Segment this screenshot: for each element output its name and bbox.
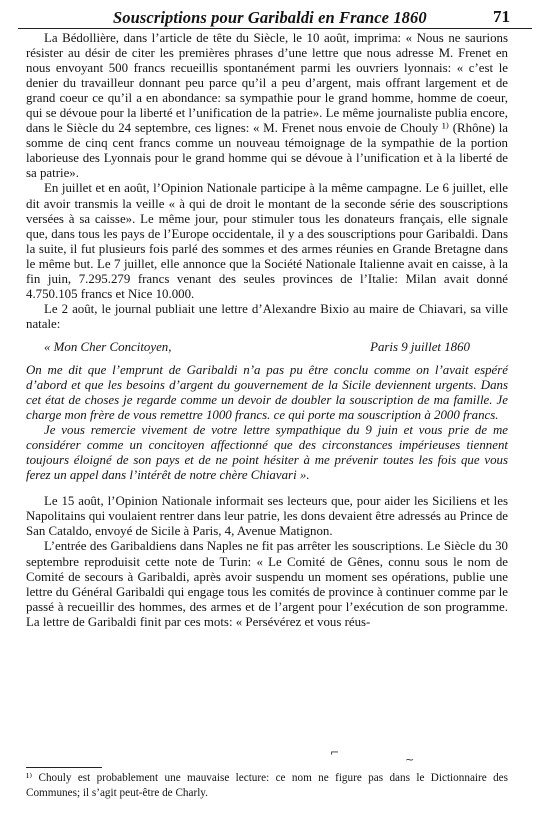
letter-dateline: Paris 9 juillet 1860: [370, 339, 470, 354]
letter-paragraph: Je vous remercie vivement de votre lettre sympathique du 9 juin et vous prie de me considérer comme un concitoyen affectionné que des circonstances impérieuses tiennent toujours éloigné de son pays et de ne point hésiter à me prévenir toutes les fois que vous ferez un appel dans l’intérêt de notre chère Chiavari ».: [26, 423, 508, 483]
paragraph: La Bédollière, dans l’article de tête du Siècle, le 10 août, imprima: « Nous ne saurions résister au désir de citer les premières phrases d’une lettre que nous adresse M. Frenet en nous envoyant 500 francs recueillis spontanément parmi les ouvriers lyonnais: « c’est le denier du travailleur donnant peu parce qu’il a peu d’argent, mais offrant largement et de grand coeur ce qu’il a en abondance: sa sympathie pour le grand homme, homme de coeur, qui se dévoue pour la liberté et l’unification de la patrie». Le même journaliste publia encore, dans le Siècle du 24 septembre, ces lignes: « M. Frenet nous envoie de Chouly ¹⁾ (Rhône) la somme de cinq cent francs comme un nouveau témoignage de la sympathie de la portion laborieuse des Lyonnais pour le grand homme qui se dévoue à l’unification et à la liberté de sa patrie».: [26, 31, 508, 181]
main-text: [26, 31, 508, 630]
handwritten-mark: ~: [405, 753, 415, 766]
paragraph: Le 2 août, le journal publiait une lettre d’Alexandre Bixio au maire de Chiavari, sa ville natale:: [26, 301, 508, 331]
paragraph: L’entrée des Garibaldiens dans Naples ne fit pas arrêter les souscriptions. Le Siècle du 30 septembre reproduisit cette note de Turin: « Le Comité de Gênes, connu sous le nom de Comité de secours à Garibaldi, après avoir suspendu un moment ses opérations, publie une lettre du Général Garibaldi qui engage tous les comités de province à continuer comme par le passé à recueillir des hommes, des armes et de l’argent pour l’exécution de son programme. La lettre de Garibaldi finit par ces mots: « Persévérez et vous réus-: [26, 539, 508, 629]
footnote: [26, 771, 508, 800]
footnote-rule: [26, 767, 102, 768]
running-title: Souscriptions pour Garibaldi en France 1860: [113, 8, 427, 27]
running-header: [18, 3, 532, 29]
page-number: 71: [493, 7, 510, 26]
paragraph: Le 15 août, l’Opinion Nationale informait ses lecteurs que, pour aider les Siciliens et les Napolitains qui voulaient rentrer dans leur patrie, les dons devaient être adressés au Prince de San Cataldo, envoyé de Sicile à Paris, 4, Avenue Matignon.: [26, 494, 508, 539]
footnote-marker: ¹⁾: [26, 772, 33, 784]
header-rule: [18, 28, 532, 29]
letter-salutation: « Mon Cher Concitoyen,: [44, 339, 172, 354]
footnote-text: Chouly est probablement une mauvaise lecture: ce nom ne figure pas dans le Dictionnaire des Communes; il s’agit peut-être de Charly.: [26, 772, 509, 799]
letter-paragraph: On me dit que l’emprunt de Garibaldi n’a pas pu être conclu comme on l’avait espéré d’abord et que les besoins d’argent du gouvernement de la Sicile deviennent urgents. Dans cet état de choses je regarde comme un devoir de doubler la souscription de ma famille. Je charge mon frère de vous remettre 1000 francs. ce qui porte ma souscription à 2000 francs.: [26, 362, 508, 423]
quoted-letter: [26, 340, 508, 483]
handwritten-mark: ⌐: [330, 746, 340, 759]
paragraph: En juillet et en août, l’Opinion Nationale participe à la même campagne. Le 6 juillet, elle dit avoir transmis la veille « à qui de droit le montant de la seconde série des souscriptions versées à sa caisse». Le même jour, pour stimuler tous les donateurs français, elle signale que, dans tous les pays de l’Europe occidentale, il y a des souscriptions pour Garibaldi. Dans la suite, il fut plusieurs fois parlé des sommes et des armes réunies en Grande Bretagne dans le même but. Le 7 juillet, elle annonce que la Société Nationale Italienne avait en caisse, à la fin juin, 7.295.279 francs venant des seules provinces de l’Italie: Milan avait donné 4.750.105 francs et Nice 10.000.: [26, 181, 508, 301]
letter-heading: [26, 340, 508, 356]
continuation-text: [26, 494, 508, 629]
